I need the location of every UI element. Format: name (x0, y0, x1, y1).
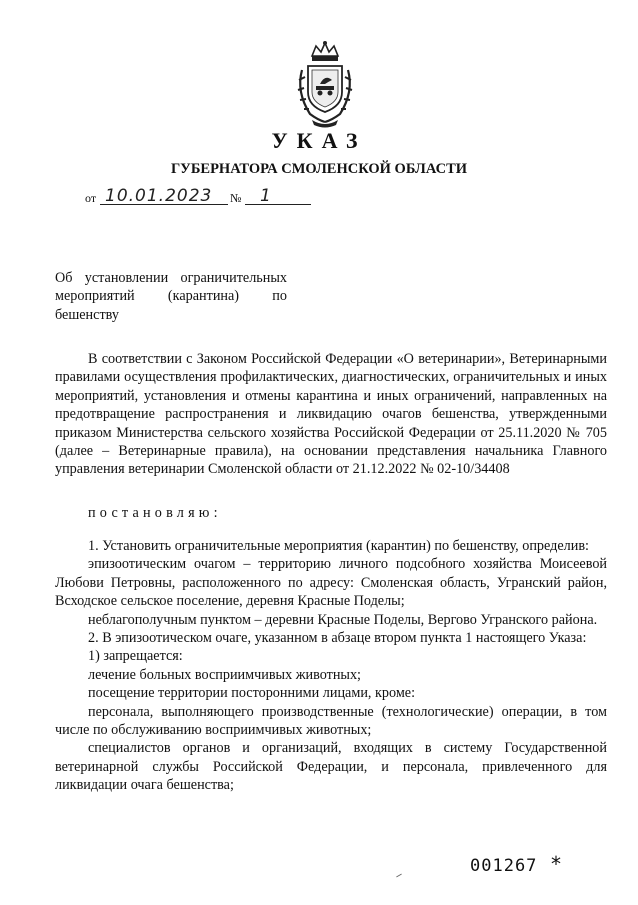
pen-tick-mark (396, 874, 402, 878)
number-line (245, 188, 311, 205)
serial-star-mark: * (551, 852, 561, 876)
date-prefix: от (85, 191, 97, 205)
number-prefix: № (230, 191, 242, 205)
clause-1-focus: эпизоотическим очагом – территорию личного подсобного хозяйства Моисеевой Любови Петровны, расположенного по адресу: Смоленская область, Угранский район, Всходское сельское поселение, деревня Красные Поделы; (55, 556, 607, 610)
date-number-row (85, 188, 325, 208)
serial-number: 001267 (470, 856, 538, 876)
handwritten-date: 10.01.2023 (105, 186, 213, 206)
preamble-paragraph: В соответствии с Законом Российской Федерации «О ветеринарии», Ветеринарными правилами осуществления профилактических, диагностических, ограничительных и иных мероприятий, установления и отмены карантина и иных ограничений, направленных на предотвращение распространения и ликвидацию очагов бешенства, утвержденными приказом Министерства сельского хозяйства Российской Федерации от 25.11.2020 № 705 (далее – Ветеринарные правила), на основании представления начальника Главного управления ветеринарии Смоленской области от 21.12.2022 № 02-10/34408 (55, 351, 607, 478)
decree-clauses (55, 537, 607, 795)
clause-2-1-c: персонала, выполняющего производственные (технологические) операции, в том числе по обслуживанию восприимчивых животных; (55, 703, 607, 739)
decree-word: постановляю: (88, 505, 222, 521)
clause-2: 2. В эпизоотическом очаге, указанном в абзаце втором пункта 1 настоящего Указа: (88, 630, 587, 647)
clause-2-1-b: посещение территории посторонними лицами, кроме: (88, 685, 416, 702)
coat-of-arms-icon (290, 40, 360, 128)
handwritten-number: 1 (260, 186, 272, 206)
document-title: УКАЗ (271, 128, 367, 153)
clause-2-1-d: специалистов органов и организаций, входящих в систему Государственной ветеринарной службы Российской Федерации, и персонала, привлеченного для ликвидации очага бешенства; (55, 740, 607, 794)
clause-1: 1. Установить ограничительные мероприятия (карантин) по бешенству, определив: (88, 538, 589, 554)
preamble-block (55, 350, 607, 479)
clause-2-1-a: лечение больных восприимчивых животных; (88, 666, 361, 683)
clause-2-1: 1) запрещается: (88, 648, 183, 665)
issuer-title: ГУБЕРНАТОРА СМОЛЕНСКОЙ ОБЛАСТИ (170, 161, 468, 177)
document-subject: Об установлении ограничительных мероприятий (карантина) по бешенству (55, 270, 287, 323)
clause-1-area: неблагополучным пунктом – деревни Красные Поделы, Вергово Угранского района. (88, 611, 598, 628)
